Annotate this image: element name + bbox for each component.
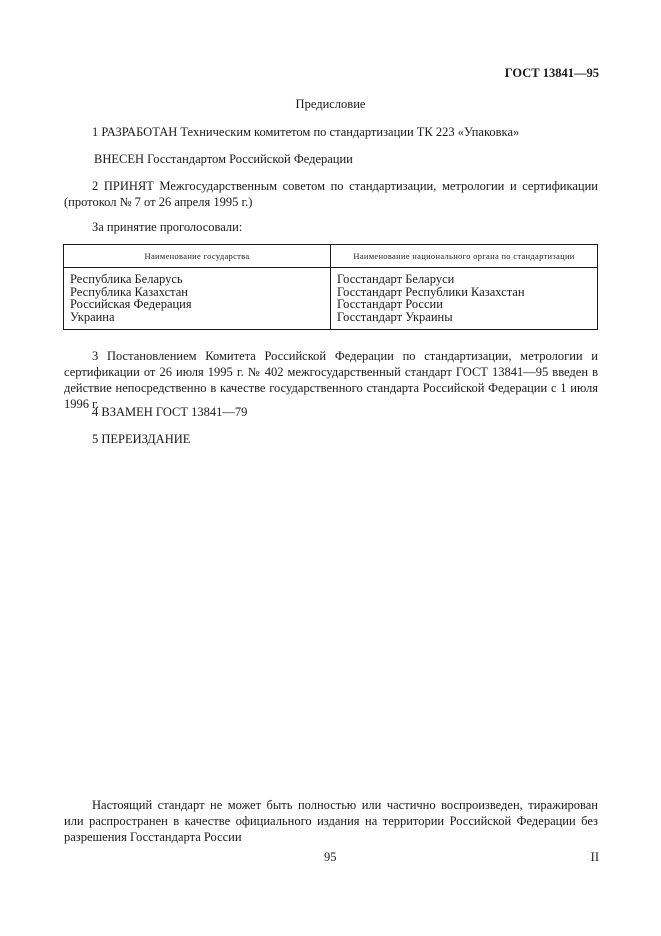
state-name: Украина	[70, 309, 115, 324]
authority-name: Госстандарт Беларуси	[337, 272, 455, 286]
authority-name: Госстандарт Украины	[337, 309, 453, 324]
paragraph-reissue: 5 ПЕРЕИЗДАНИЕ	[92, 432, 191, 446]
authorities-cell	[331, 268, 598, 330]
authority-name: Госстандарт Республики Казахстан	[337, 284, 525, 299]
paragraph-submitted: ВНЕСЕН Госстандартом Российской Федерации	[94, 152, 353, 166]
paragraph-adopted: 2 ПРИНЯТ Межгосударственным советом по стандартизации, метрологии и сертификации (протокол № 7 от 26 апреля 1995 г.)	[64, 179, 598, 209]
table-body-row	[64, 268, 598, 330]
states-cell	[64, 268, 331, 330]
page-title: Предисловие	[295, 97, 366, 111]
voting-states-table	[63, 244, 598, 330]
page-number: 95	[324, 850, 337, 864]
table-header-row	[64, 245, 598, 268]
state-name: Республика Беларусь	[70, 272, 183, 286]
authority-name: Госстандарт России	[337, 297, 443, 311]
state-name: Республика Казахстан	[70, 284, 188, 299]
paragraph-enacted: 3 Постановлением Комитета Российской Федерации по стандартизации, метрологии и сертификации от 26 июля 1995 г. № 402 межгосударственный стандарт ГОСТ 13841—95 введен в действие непосредственно в качестве государственного стандарта Российской Федерации с 1 июля 1996 г.	[64, 349, 598, 411]
state-name: Российская Федерация	[70, 297, 192, 311]
copyright-notice: Настоящий стандарт не может быть полностью или частично воспроизведен, тиражирован или распространен в качестве официального издания на территории Российской Федерации без разрешения Госстандарта России	[64, 798, 598, 844]
column-header-state: Наименование государства	[64, 245, 331, 268]
document-code: ГОСТ 13841—95	[504, 66, 599, 80]
column-header-authority: Наименование национального органа по стандартизации	[331, 245, 598, 268]
roman-page-number: II	[590, 850, 599, 864]
vote-intro: За принятие проголосовали:	[92, 220, 243, 234]
paragraph-replaces: 4 ВЗАМЕН ГОСТ 13841—79	[92, 405, 248, 419]
paragraph-developed: 1 РАЗРАБОТАН Техническим комитетом по стандартизации ТК 223 «Упаковка»	[92, 125, 520, 139]
